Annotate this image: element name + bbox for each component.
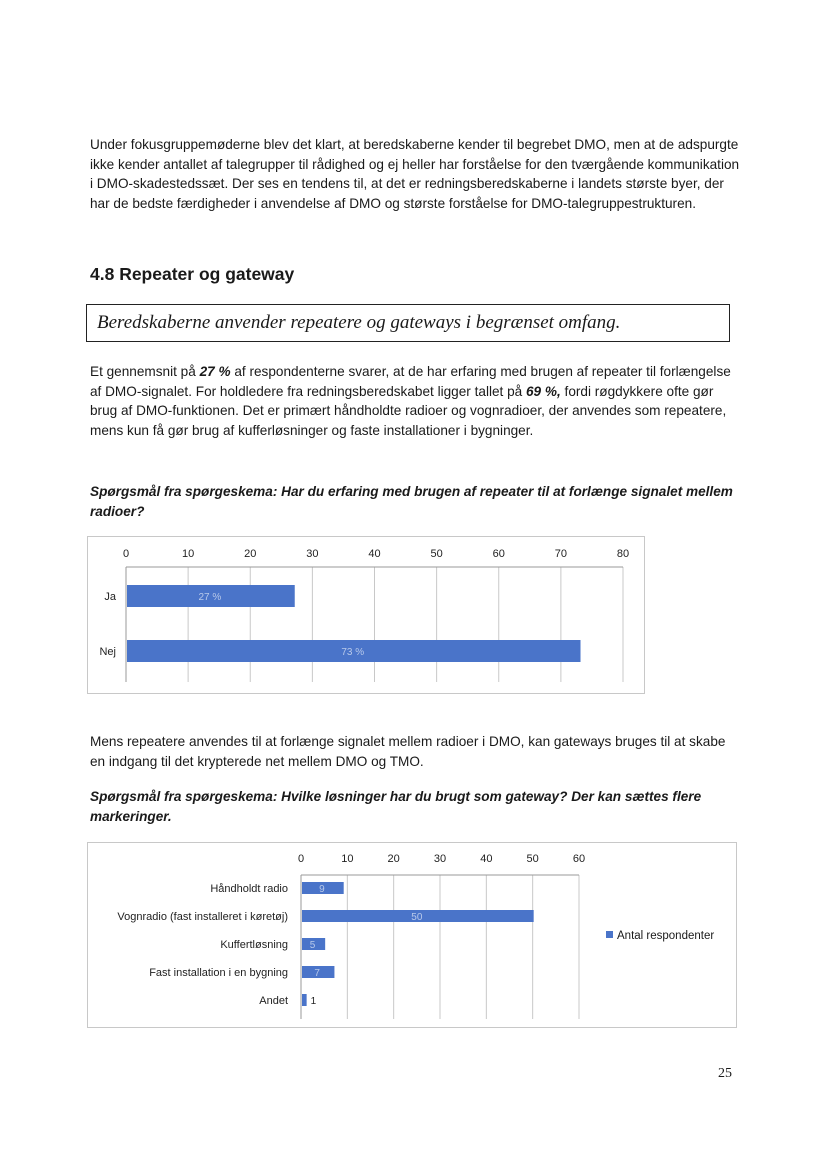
- section-heading: 4.8 Repeater og gateway: [90, 264, 295, 284]
- repeater-text-2: af respondenterne svarer, at de har erfaring med brugen af repeater til forlængelse af DMO-signalet. For holdledere fra redningsberedskabet ligger tallet på: [90, 364, 731, 399]
- x-tick-label: 80: [616, 548, 630, 560]
- x-tick-label: 40: [480, 853, 493, 865]
- category-label: Andet: [259, 995, 288, 1007]
- x-tick-label: 50: [526, 853, 539, 865]
- x-tick-label: 30: [306, 548, 319, 560]
- x-tick-label: 0: [122, 548, 130, 560]
- question-gateway: Spørgsmål fra spørgeskema: Hvilke løsninger har du brugt som gateway? Der kan sættes flere markeringer.: [90, 789, 702, 824]
- x-tick-label: 70: [554, 548, 567, 560]
- repeater-chart-svg: [88, 537, 646, 695]
- x-tick-label: 10: [341, 853, 354, 865]
- x-tick-label: 40: [368, 548, 381, 560]
- category-label: Nej: [99, 646, 116, 658]
- section-statement-box: Beredskaberne anvender repeatere og gateways i begrænset omfang.: [86, 304, 730, 342]
- data-label: 1: [310, 996, 317, 1007]
- category-label: Ja: [104, 591, 116, 603]
- legend-label: Antal respondenter: [617, 930, 715, 942]
- repeater-paragraph: [90, 362, 740, 440]
- x-tick-label: 60: [572, 853, 586, 865]
- x-tick-label: 30: [433, 853, 447, 865]
- x-tick-label: 60: [492, 548, 505, 560]
- question-repeater: Spørgsmål fra spørgeskema: Har du erfaring med brugen af repeater til at forlænge signalet mellem radioer?: [90, 484, 733, 519]
- legend-swatch: [606, 931, 613, 938]
- x-tick-label: 50: [430, 548, 443, 560]
- gateway-paragraph: Mens repeatere anvendes til at forlænge signalet mellem radioer i DMO, kan gateways bruges til at skabe en indgang til det krypterede net mellem DMO og TMO.: [90, 734, 726, 769]
- data-label: 5: [309, 940, 316, 951]
- x-tick-label: 10: [182, 548, 195, 560]
- gateway-chart: [87, 842, 737, 1028]
- bar: [302, 994, 307, 1006]
- category-label: Håndholdt radio: [210, 883, 288, 895]
- data-label: 50: [411, 912, 423, 923]
- x-tick-label: 0: [297, 853, 305, 865]
- repeater-chart: [87, 536, 645, 694]
- data-label: 7: [314, 968, 320, 979]
- average-percent: 27 %: [199, 364, 231, 379]
- category-label: Fast installation i en bygning: [149, 967, 288, 979]
- x-tick-label: 20: [244, 548, 257, 560]
- repeater-text-3: fordi røgdykkere ofte gør brug af DMO-funktionen. Det er primært håndholdte radioer og vognradioer, der anvendes som repeatere, mens kun få gør brug af kufferløsninger og faste installationer i bygninger.: [90, 383, 727, 438]
- page-number: 25: [718, 1066, 732, 1081]
- data-label: 27 %: [198, 592, 222, 603]
- x-tick-label: 20: [387, 853, 400, 865]
- repeater-text-1: Et gennemsnit på: [90, 364, 200, 379]
- data-label: 73 %: [341, 647, 365, 658]
- category-label: Vognradio (fast installeret i køretøj): [117, 911, 288, 923]
- chart-legend: [606, 930, 714, 942]
- holdledere-percent: 69 %,: [526, 383, 561, 399]
- category-label: Kuffertløsning: [220, 939, 288, 951]
- intro-paragraph: Under fokusgruppemøderne blev det klart, at beredskaberne kender til begrebet DMO, men at de adspurgte ikke kender antallet af talegrupper til rådighed og ej heller har forståelse for den tværgående kommunikation i DMO-skadestedssæt. Der ses en tendens til, at det er redningsberedskaberne i landets største byer, der har de bedste færdigheder i anvendelse af DMO og største forståelse for DMO-talegruppestrukturen.: [90, 137, 740, 211]
- data-label: 9: [319, 884, 325, 895]
